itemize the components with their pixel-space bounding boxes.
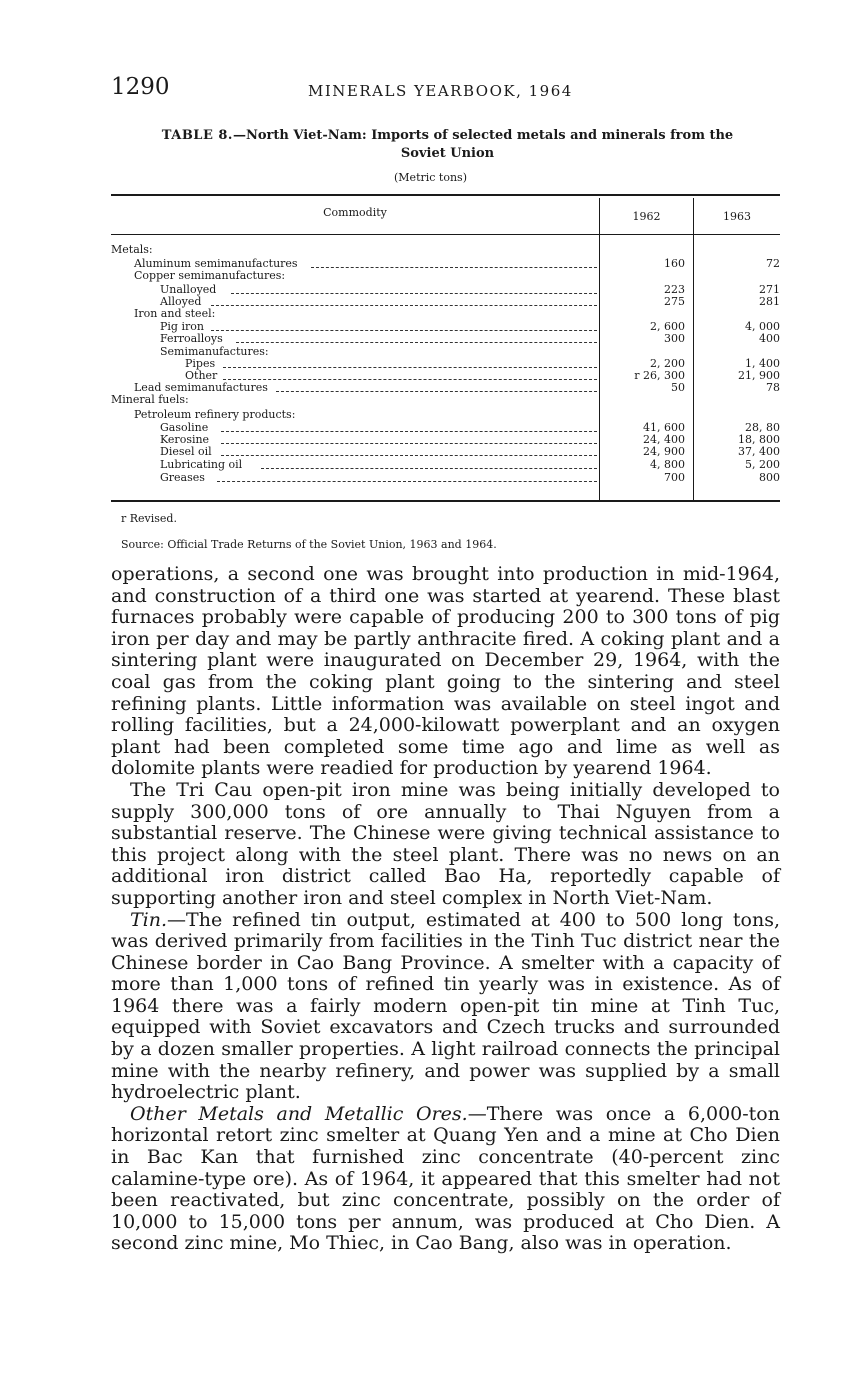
row-label: Gasoline [160, 421, 209, 434]
table-row [111, 258, 780, 268]
table-top-rule [111, 194, 780, 196]
value-1962: 160 [664, 257, 685, 270]
value-1963: 271 [759, 283, 780, 296]
header-1962: 1962 [632, 210, 661, 223]
paragraph [111, 780, 780, 910]
row-label: Copper semimanufactures: [134, 269, 286, 282]
paragraph-text: —There was once a 6,000-ton horizontal retort zinc smelter at Quang Yen and a mine at Cho Dien in Bac Kan that furnished zinc concentrate (40-percent zinc calamine-type ore). As of 1964, it appeared that this smelter had not been reactivated, but zinc concentrate, possibly on the order of 10,000 to 15,000 tons per annum, was produced at Cho Dien. A second zinc mine, Mo Thiec, in Cao Bang, also was in operation. [111, 1102, 780, 1255]
value-1962: 2, 200 [650, 357, 685, 370]
table-row [111, 422, 780, 432]
table-row [111, 296, 780, 306]
value-1963: 1, 400 [745, 357, 780, 370]
row-label: Alloyed [160, 295, 202, 308]
row-label: Lead semimanufactures [134, 381, 268, 394]
row-label: Mineral fuels: [111, 393, 189, 406]
value-1962: 700 [664, 471, 685, 484]
row-label: Greases [160, 471, 205, 484]
table-title-line2: Soviet Union [400, 146, 495, 161]
value-1962: 223 [664, 283, 685, 296]
header-commodity: Commodity [323, 206, 387, 219]
table-label: TABLE 8. [161, 128, 233, 143]
table-bottom-rule [111, 500, 780, 502]
table-row [111, 270, 780, 280]
leader-dots [236, 338, 597, 343]
header-1963: 1963 [723, 210, 751, 223]
leader-dots [211, 301, 597, 306]
paragraph: operations, a second one was brought into production in mid-1964, and construction of a third one was started at yearend. These blast furnaces probably were capable of producing 200 to 300 tons of pig iron per day and may be partly anthracite fired. A coking plant and a sintering plant were inaugurated on December 29, 1964, with the coal gas from the coking plant going to the sintering and steel refining plants. Little information was available on steel ingot and rolling facilities, but a 24,000-kilowatt powerplant and an oxygen plant had been completed some time ago and lime as well as dolomite plants were readied for production by yearend 1964. [111, 563, 780, 780]
row-label: Iron and steel: [134, 307, 216, 320]
table-row [111, 446, 780, 456]
table-units: (Metric tons) [394, 171, 467, 184]
row-label: Petroleum refinery products: [134, 408, 296, 421]
table-row [111, 472, 780, 482]
section-heading-tin: Tin. [130, 908, 168, 931]
row-label: Aluminum semimanufactures [134, 257, 298, 270]
value-1962: 41, 600 [643, 421, 685, 434]
value-1963: 800 [759, 471, 780, 484]
row-label: Kerosine [160, 433, 210, 446]
table-row [111, 321, 780, 331]
row-label: Unalloyed [160, 283, 217, 296]
table-source: Source: Official Trade Returns of the Soviet Union, 1963 and 1964. [121, 538, 497, 551]
table-row [111, 346, 780, 356]
paragraph [111, 1104, 780, 1255]
leader-dots [223, 375, 597, 380]
section-heading-other-metals: Other Metals and Metallic Ores. [130, 1102, 468, 1125]
leader-dots [261, 464, 597, 469]
value-1963: 37, 400 [738, 445, 780, 458]
body-text [111, 564, 780, 1255]
leader-dots [221, 439, 597, 444]
table-row [111, 308, 780, 318]
value-1963: 72 [766, 257, 780, 270]
footnote-revised: r Revised. [121, 512, 177, 525]
value-1963: 400 [759, 332, 780, 345]
leader-dots [223, 363, 597, 368]
table-title [111, 127, 784, 163]
table-row [111, 434, 780, 444]
leader-dots [221, 451, 597, 456]
leader-dots [231, 289, 597, 294]
value-1963: 78 [766, 381, 780, 394]
leader-dots [221, 427, 597, 432]
leader-dots [276, 387, 597, 392]
row-label: Other [185, 369, 218, 382]
leader-dots [217, 477, 597, 482]
table-title-line1: —North Viet-Nam: Imports of selected metals and minerals from the [232, 128, 734, 143]
paragraph-text: The Tri Cau open-pit iron mine was being initially developed to supply 300,000 tons of ore annually to Thai Nguyen from a substantial reserve. The Chinese were giving technical assistance to this project along with the steel plant. There was no news on an additional iron district called Bao Ha, reportedly capable of supporting another iron and steel complex in North Viet-Nam. [111, 778, 780, 909]
paragraph-text: —The refined tin output, estimated at 400 to 500 long tons, was derived primarily from facilities in the Tinh Tuc district near the Chinese border in Cao Bang Province. A smelter with a capacity of more than 1,000 tons of refined tin yearly was in existence. As of 1964 there was a fairly modern open-pit tin mine at Tinh Tuc, equipped with Soviet excavators and Czech trucks and surrounded by a dozen smaller properties. A light railroad connects the principal mine with the nearby refinery, and power was supplied by a small hydroelectric plant. [111, 908, 780, 1104]
value-1962: 24, 400 [643, 433, 685, 446]
table-row [111, 409, 780, 419]
row-label: Metals: [111, 243, 153, 256]
table-header-rule [111, 234, 780, 235]
table-row [111, 382, 780, 392]
value-1962: 50 [671, 381, 685, 394]
paragraph [111, 910, 780, 1104]
running-title: MINERALS YEARBOOK, 1964 [308, 82, 573, 100]
table-row [111, 459, 780, 469]
value-1963: 4, 000 [745, 320, 780, 333]
table-row [111, 244, 780, 254]
table-row [111, 370, 780, 380]
row-label: Lubricating oil [160, 458, 243, 471]
row-label: Semimanufactures: [160, 345, 269, 358]
page-number: 1290 [111, 74, 170, 100]
table-row [111, 333, 780, 343]
row-label: Ferroalloys [160, 332, 223, 345]
value-1963: 18, 800 [738, 433, 780, 446]
value-1962: 300 [664, 332, 685, 345]
value-1962: 4, 800 [650, 458, 685, 471]
value-1962: r 26, 300 [634, 369, 685, 382]
table-row [111, 394, 780, 404]
leader-dots [211, 326, 597, 331]
table-row [111, 284, 780, 294]
value-1963: 5, 200 [745, 458, 780, 471]
row-label: Pig iron [160, 320, 204, 333]
table-row [111, 358, 780, 368]
value-1962: 24, 900 [643, 445, 685, 458]
value-1963: 28, 80 [745, 421, 780, 434]
value-1962: 275 [664, 295, 685, 308]
value-1963: 21, 900 [738, 369, 780, 382]
row-label: Pipes [185, 357, 216, 370]
leader-dots [311, 263, 597, 268]
row-label: Diesel oil [160, 445, 212, 458]
value-1962: 2, 600 [650, 320, 685, 333]
value-1963: 281 [759, 295, 780, 308]
